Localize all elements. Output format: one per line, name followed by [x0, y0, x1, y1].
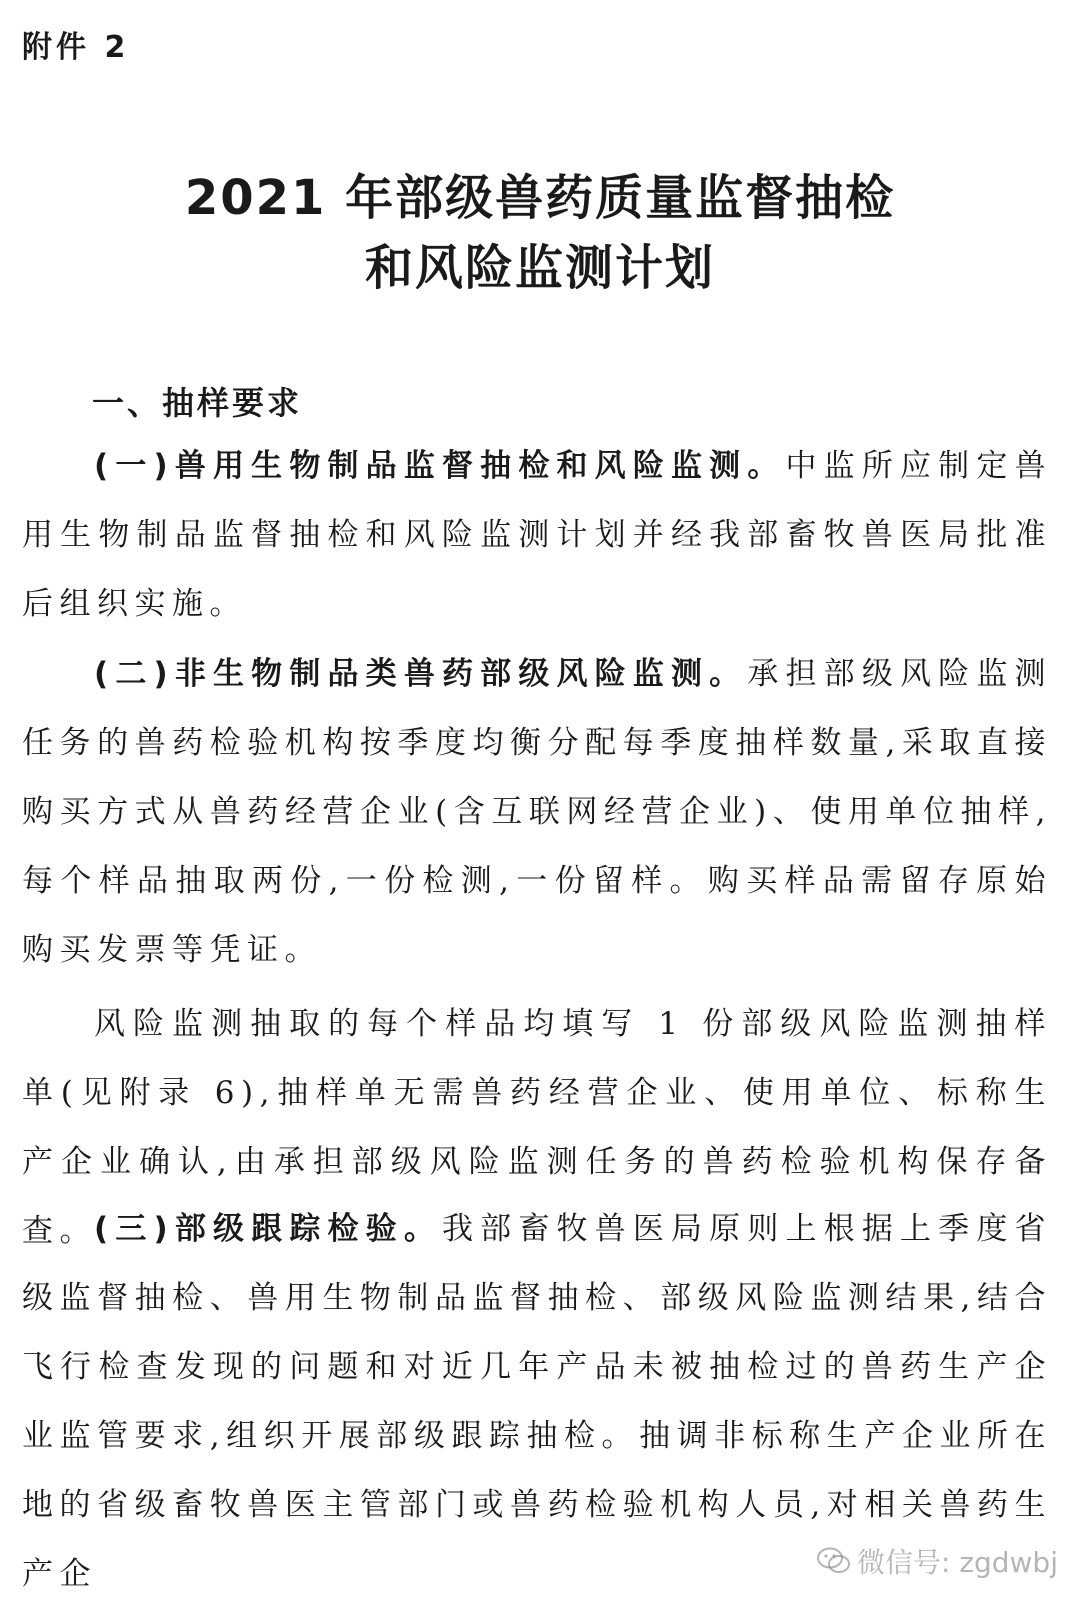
wechat-watermark — [817, 1541, 1058, 1581]
paragraph-lead: (二)非生物制品类兽药部级风险监测。 — [94, 656, 748, 692]
watermark-text: 微信号: zgdwbj — [856, 1546, 1058, 1579]
wechat-icon — [817, 1547, 851, 1575]
attachment-label: 附件 2 — [22, 30, 130, 65]
section-heading: 一、抽样要求 — [92, 384, 303, 422]
paragraph-biological-products — [22, 432, 1052, 639]
paragraph-lead: (三)部级跟踪检验。 — [94, 1211, 442, 1247]
paragraph-text: 风险监测抽取的每个样品均填写 1 份部级风险监测抽样单(见附录 6),抽样单无需兽药经营企业、使用单位、标称生产企业确认,由承担部级风险监测任务的兽药检验机构保存备查。 — [22, 1006, 1052, 1249]
document-title-line-2: 和风险监测计划 — [364, 240, 715, 296]
paragraph-text: 中监所应制定兽用生物制品监督抽检和风险监测计划并经我部畜牧兽医局批准后组织实施。 — [22, 448, 1052, 622]
paragraph-risk-monitoring — [22, 640, 1052, 985]
paragraph-lead: (一)兽用生物制品监督抽检和风险监测。 — [94, 448, 786, 484]
document-title-line-1: 2021 年部级兽药质量监督抽检 — [184, 170, 896, 226]
paragraph-text: 承担部级风险监测任务的兽药检验机构按季度均衡分配每季度抽样数量,采取直接购买方式从兽药经营企业(含互联网经营企业)、使用单位抽样,每个样品抽取两份,一份检测,一份留样。购买样品需留存原始购买发票等凭证。 — [22, 656, 1052, 968]
paragraph-text: 我部畜牧兽医局原则上根据上季度省级监督抽检、兽用生物制品监督抽检、部级风险监测结果,结合飞行检查发现的问题和对近几年产品未被抽检过的兽药生产企业监管要求,组织开展部级跟踪抽检。抽调非标称生产企业所在地的省级畜牧兽医主管部门或兽药检验机构人员,对相关兽药生产企 — [22, 1211, 1052, 1592]
